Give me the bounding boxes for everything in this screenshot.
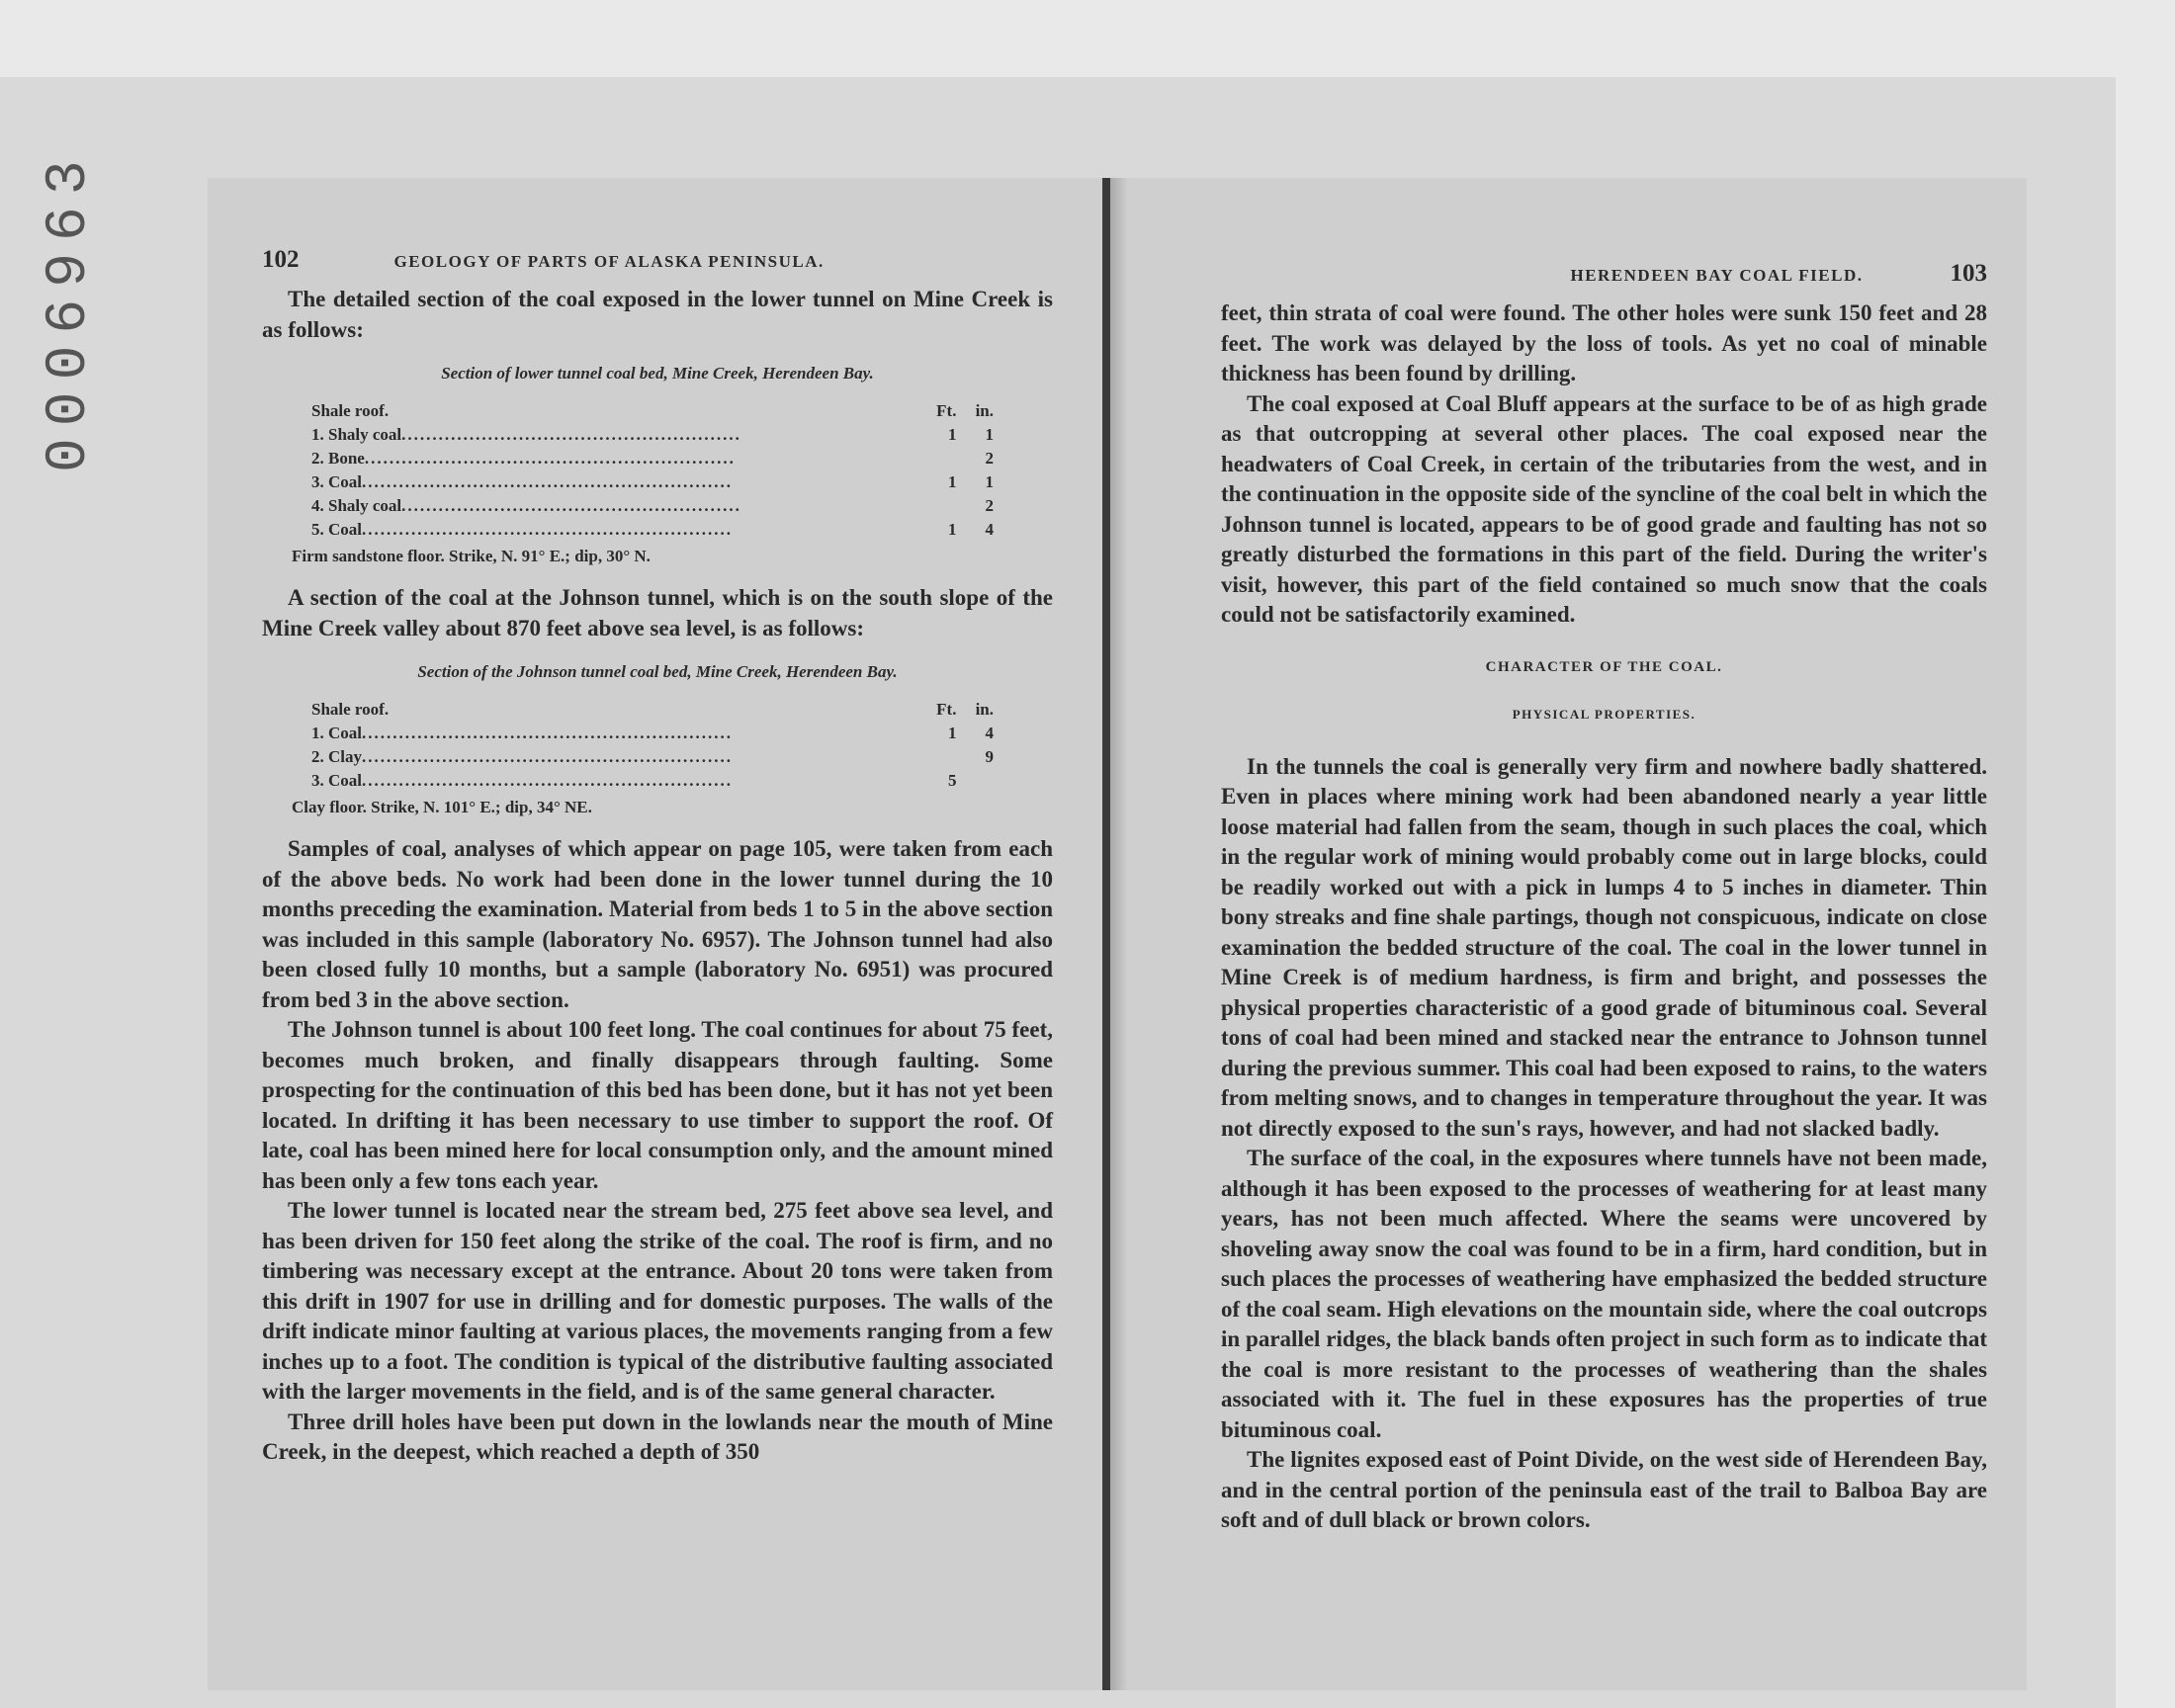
running-head-title: HERENDEEN BAY COAL FIELD. <box>1570 266 1864 285</box>
bed-ft <box>919 447 957 470</box>
bed-in: 1 <box>985 471 994 491</box>
section-floor-note: Clay floor. Strike, N. 101° E.; dip, 34° NE. <box>292 797 592 816</box>
bed-label: 1. Shaly coal <box>311 424 402 444</box>
section-table <box>311 399 994 542</box>
table-row: 3. Coal............................................................ 1 1 <box>311 470 994 494</box>
table-row: 1. Coal............................................................ 1 4 <box>311 722 994 745</box>
book-gutter <box>1102 178 1110 1690</box>
table-header-row <box>311 698 994 722</box>
body-paragraph: Three drill holes have been put down in the lowlands near the mouth of Mine Creek, in the deepest, which reached a depth of 350 <box>262 1409 1053 1464</box>
body-paragraph: A section of the coal at the Johnson tunnel, which is on the south slope of the Mine Creek valley about 870 feet above sea level, is as follows: <box>262 585 1053 640</box>
bed-label: 3. Coal <box>311 471 362 491</box>
table-row: 5. Coal............................................................ 1 4 <box>311 518 994 542</box>
bed-ft <box>919 745 957 769</box>
right-page <box>1221 259 1987 1536</box>
table-header-row <box>311 399 994 423</box>
bed-ft: 5 <box>947 770 957 790</box>
bed-ft: 1 <box>947 471 957 491</box>
bed-in: 2 <box>985 448 994 468</box>
scan-sheet <box>0 77 2116 1708</box>
ft-header: Ft. <box>936 699 957 719</box>
bed-in: 1 <box>985 424 994 444</box>
bed-in: 4 <box>985 519 994 539</box>
body-paragraph: The lower tunnel is located near the stream bed, 275 feet above sea level, and has been driven for 150 feet along the strike of the coal. The roof is firm, and no timbering was necessary except at the entrance. About 20 tons were taken from this drift in 1907 for use in drilling and for domestic purposes. The walls of the drift indicate minor faulting at various places, the movements ranging from a few inches up to a foot. The condition is typical of the distributive faulting associated with the larger movements in the field, and is of the same general character. <box>262 1198 1053 1404</box>
body-paragraph: Samples of coal, analyses of which appear on page 105, were taken from each of the above beds. No work had been done in the lower tunnel during the 10 months preceding the examination. Material from beds 1 to 5 in the above section was included in this sample (laboratory No. 6957). The Johnson tunnel had also been closed fully 10 months, but a sample (laboratory No. 6951) was procured from bed 3 in the above section. <box>262 836 1053 1012</box>
table-row: 4. Shaly coal....................................................... 2 <box>311 494 994 518</box>
bed-label: 4. Shaly coal <box>311 495 402 515</box>
section-table <box>311 698 994 793</box>
page-number: 103 <box>1950 260 1987 287</box>
section-caption: Section of the Johnson tunnel coal bed, Mine Creek, Herendeen Bay. <box>417 662 898 681</box>
bed-in: 2 <box>985 495 994 515</box>
roof-label: Shale roof. <box>311 699 390 719</box>
body-paragraph: feet, thin strata of coal were found. The other holes were sunk 150 feet and 28 feet. The work was delayed by the loss of tools. As yet no coal of minable thickness has been found by drilling. <box>1221 300 1987 385</box>
body-paragraph: The coal exposed at Coal Bluff appears at the surface to be of as high grade as that outcropping at several other places. The coal exposed near the headwaters of Coal Creek, in certain of the tributaries from the west, and in the continuation in the opposite side of the syncline of the coal belt in which the Johnson tunnel is located, appears to be of good grade and faulting has not so greatly disturbed the formations in this part of the field. During the writer's visit, however, this part of the field contained so much snow that the coals could not be satisfactorily examined. <box>1221 390 1988 627</box>
section-caption: Section of lower tunnel coal bed, Mine Creek, Herendeen Bay. <box>441 364 874 383</box>
table-row: 3. Coal............................................................ 5 <box>311 769 994 793</box>
table-row: 2. Clay............................................................ 9 <box>311 745 994 769</box>
in-header: in. <box>975 400 994 420</box>
body-paragraph: In the tunnels the coal is generally very firm and nowhere badly shattered. Even in places where mining work had been abandoned nearly a year little loose material had fallen from the seam, though in such places the coal, which in the regular work of mining would probably come out in large blocks, could be readily worked out with a pick in lumps 4 to 5 inches in diameter. Thin bony streaks and fine shale partings, though not conspicuous, indicate on close examination the bedded structure of the coal. The coal in the lower tunnel in Mine Creek is of medium hardness, is firm and bright, and possesses the physical properties characteristic of a good grade of bituminous coal. Several tons of coal had been mined and stacked near the entrance to Johnson tunnel during the previous summer. This coal had been exposed to rains, to the waters from melting snows, and to changes in temperature throughout the year. It was not directly exposed to the sun's rays, however, and had not slacked badly. <box>1221 753 1987 1141</box>
bed-label: 2. Clay <box>311 746 362 766</box>
bed-in: 9 <box>985 746 994 766</box>
table-row: 2. Bone............................................................ 2 <box>311 447 994 470</box>
bed-ft: 1 <box>947 519 957 539</box>
body-paragraph: The lignites exposed east of Point Divide, on the west side of Herendeen Bay, and in the central portion of the peninsula east of the trail to Balboa Bay are soft and of dull black or brown colors. <box>1221 1447 1987 1532</box>
bed-in: 4 <box>985 723 994 742</box>
left-page <box>262 245 1053 1468</box>
body-paragraph: The surface of the coal, in the exposures where tunnels have not been made, although it has been exposed to the processes of weathering for at least many years, has not been much affected. Where the seams were uncovered by shoveling away snow the coal was found to be in a firm, hard condition, but in such places the processes of weathering have emphasized the bedded structure of the coal seam. High elevations on the mountain side, where the coal outcrops in parallel ridges, the black bands often project in such form as to indicate that the coal is more resistant to the processes of weathering than the shales associated with it. The fuel in these exposures has the properties of true bituminous coal. <box>1221 1146 1987 1442</box>
gutter-shadow <box>1110 178 1128 1690</box>
archive-number: 0006963 <box>38 148 102 472</box>
table-row: 1. Shaly coal....................................................... 1 1 <box>311 423 994 447</box>
bed-label: 5. Coal <box>311 519 362 539</box>
bed-label: 2. Bone <box>311 448 365 468</box>
section-floor-note: Firm sandstone floor. Strike, N. 91° E.; dip, 30° N. <box>292 546 651 565</box>
ft-header: Ft. <box>936 400 957 420</box>
bed-label: 3. Coal <box>311 770 362 790</box>
section-subheading: PHYSICAL PROPERTIES. <box>1512 707 1696 722</box>
body-paragraph: The Johnson tunnel is about 100 feet long. The coal continues for about 75 feet, becomes much broken, and finally disappears through faulting. Some prospecting for the continuation of this bed has been done, but it has not yet been located. In drifting it has been necessary to use timber to support the roof. Of late, coal has been mined here for local consumption only, and the amount mined has been only a few tons each year. <box>262 1017 1053 1193</box>
intro-paragraph: The detailed section of the coal exposed in the lower tunnel on Mine Creek is as follows: <box>262 287 1053 342</box>
running-head-title: GEOLOGY OF PARTS OF ALASKA PENINSULA. <box>393 252 825 271</box>
right-running-head <box>1221 259 1987 299</box>
section-heading: CHARACTER OF THE COAL. <box>1485 658 1723 675</box>
bed-ft: 1 <box>947 424 957 444</box>
bed-in <box>956 769 994 793</box>
in-header: in. <box>975 699 994 719</box>
bed-ft <box>919 494 957 518</box>
bed-ft: 1 <box>947 723 957 742</box>
page-number: 102 <box>262 246 300 273</box>
bed-label: 1. Coal <box>311 723 362 742</box>
roof-label: Shale roof. <box>311 400 390 420</box>
left-running-head <box>262 245 1053 285</box>
book-spread <box>208 178 2027 1690</box>
